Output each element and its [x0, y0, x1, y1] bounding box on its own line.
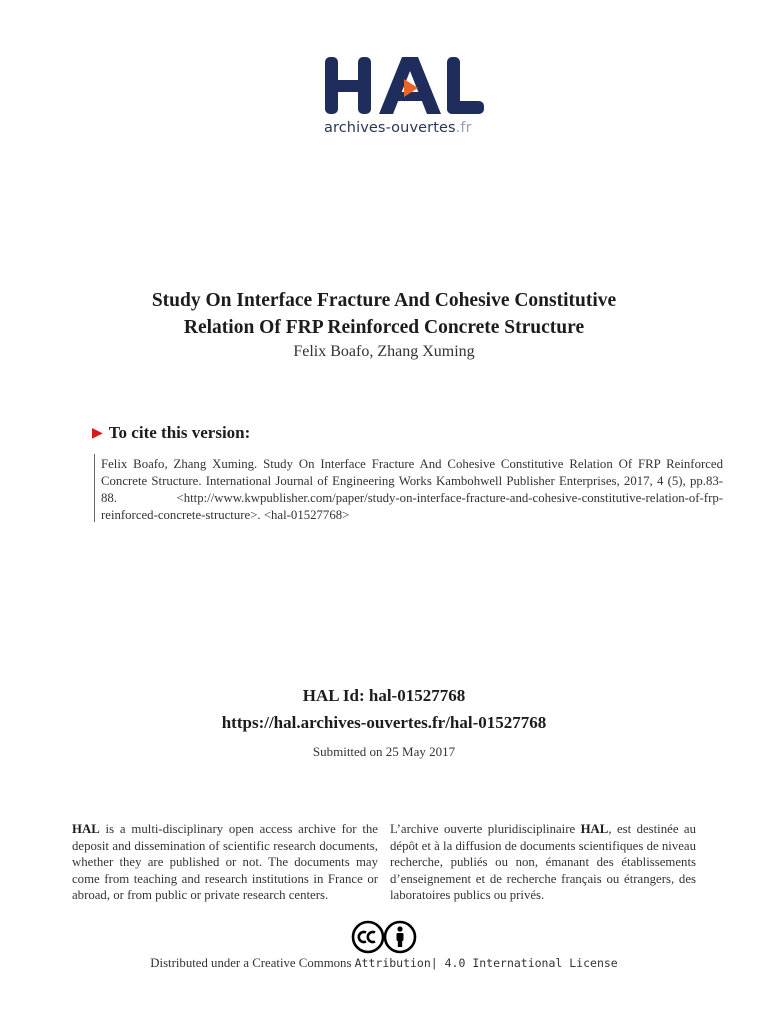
- citation-text: Felix Boafo, Zhang Xuming. Study On Interface Fracture And Cohesive Constitutive Relation Of FRP Reinforced Concrete Structure. International Journal of Engineering Works Kambohwell Publisher Enterprises, 2017, 4 (5), pp.83-88. <http://www.kwpublisher.com/paper/study-on-interface-fracture-and-cohesive-constitutive-relation-of-frp-reinforced-concrete-structure>. <hal-01527768>: [101, 457, 723, 522]
- paper-authors: Felix Boafo, Zhang Xuming: [293, 343, 475, 360]
- submission-date: Submitted on 25 May 2017: [312, 744, 456, 759]
- cc-by-icon: [351, 920, 417, 954]
- description-french: L’archive ouverte pluridisciplinaire HAL, est destinée au dépôt et à la diffusion de documents scientifiques de niveau recherche, publiés ou non, émanant des établissements d’enseignement et de recherche français ou étrangers, des laboratoires publics ou privés.: [390, 822, 696, 902]
- cite-rule: [94, 454, 95, 522]
- triangle-right-icon: ▶: [92, 426, 103, 441]
- hal-url-link[interactable]: https://hal.archives-ouvertes.fr/hal-01527768: [221, 713, 547, 732]
- hal-logo-subtitle: archives-ouvertes.fr: [324, 120, 472, 136]
- license-text: Distributed under a Creative Commons Attribution| 4.0 International License: [150, 956, 618, 970]
- hal-id: HAL Id: hal-01527768: [302, 686, 466, 705]
- description-english: HAL is a multi-disciplinary open access archive for the deposit and dissemination of scientific research documents, whether they are published or not. The documents may come from teaching and research institutions in France or abroad, or from public or private research centers.: [72, 822, 378, 902]
- cite-heading: ▶ To cite this version:: [92, 423, 251, 442]
- license-link[interactable]: Attribution| 4.0 International License: [354, 956, 618, 970]
- paper-title: Study On Interface Fracture And Cohesive Constitutive Relation Of FRP Reinforced Concrete Structure: [151, 290, 617, 338]
